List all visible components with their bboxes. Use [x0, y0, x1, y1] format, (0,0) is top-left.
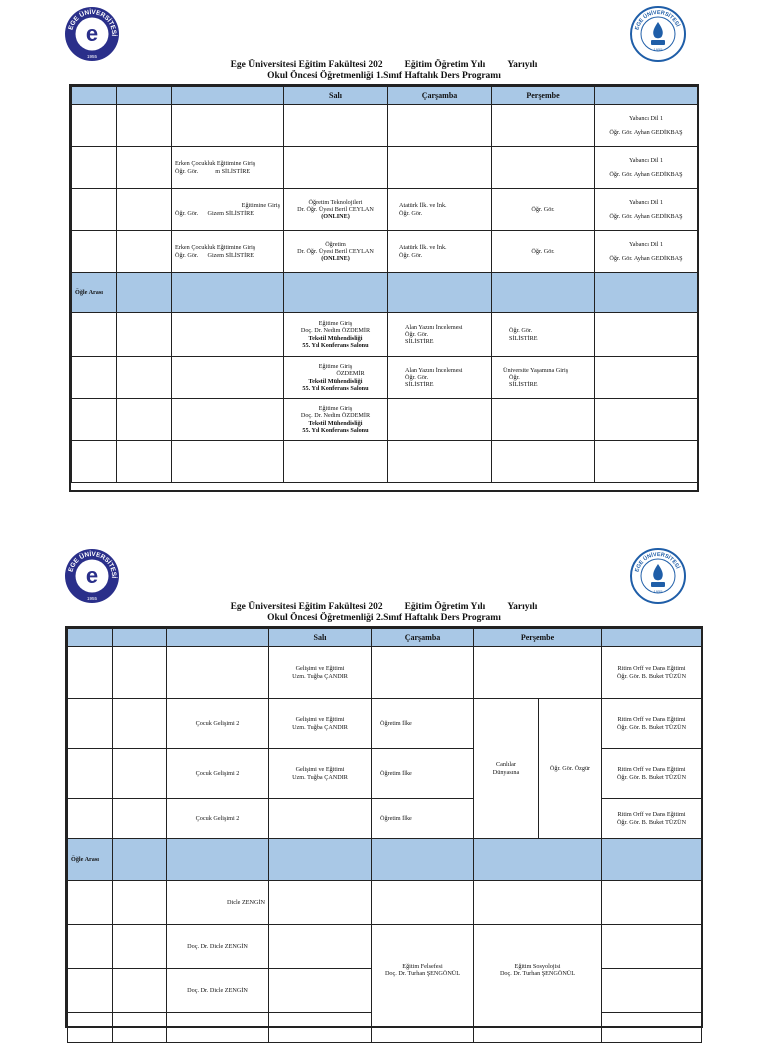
course-cell: Ritim Orff ve Dans Eğitimi Öğr. Gör. B. Buket TÜZÜN: [602, 699, 702, 749]
table-row: [72, 313, 698, 357]
table-header-row: [68, 629, 702, 647]
course-cell: Üniversite Yaşamına Giriş Öğr. SİLİSTİRE: [492, 357, 595, 399]
course-cell: Yabancı Dil 1 Öğr. Gör. Ayhan GEDİKBAŞ: [595, 189, 698, 231]
course-cell: Atatürk İlk. ve İnk. Öğr. Gör.: [388, 231, 492, 273]
course-cell: Yabancı Dil 1 Öğr. Gör. Ayhan GEDİKBAŞ: [595, 231, 698, 273]
table-row: [72, 189, 698, 231]
course-cell: Öğr. Gör.: [492, 189, 595, 231]
course-cell: Doç. Dr. Dicle ZENGİN: [167, 925, 269, 969]
schedule-title-2: Ege Üniversitesi Eğitim Fakültesi 202 Eğitim Öğretim Yılı Yarıyılı: [230, 602, 538, 612]
table-row: [68, 647, 702, 699]
course-cell: Atatürk İlk. ve İnk. Öğr. Gör.: [388, 189, 492, 231]
svg-text:e: e: [85, 563, 99, 588]
course-cell: Yabancı Dil 1 Öğr. Gör. Ayhan GEDİKBAŞ: [595, 105, 698, 147]
svg-text:1955: 1955: [86, 54, 98, 59]
ege-university-seal-right: [630, 6, 686, 62]
course-cell: Ritim Orff ve Dans Eğitimi Öğr. Gör. B. Buket TÜZÜN: [602, 647, 702, 699]
course-cell: Ritim Orff ve Dans Eğitimi Öğr. Gör. B. Buket TÜZÜN: [602, 749, 702, 799]
table-row: [72, 357, 698, 399]
course-cell: Eğitime Giriş Doç. Dr. Nedim ÖZDEMİR Tekstil Mühendisliği 55. Yıl Konferans Salonu: [284, 399, 388, 441]
ege-university-logo-left: [64, 6, 120, 62]
lunch-break-row: [68, 839, 702, 881]
course-cell: Gelişimi ve Eğitimi Uzm. Tuğba ÇANDIR: [269, 647, 372, 699]
course-cell: Eğitim Felsefesi Doç. Dr. Turhan ŞENGÖNÜL: [372, 925, 474, 1043]
course-cell: Öğretim Dr. Öğr. Üyesi Beril CEYLAN (ONLINE): [284, 231, 388, 273]
course-cell: Çocuk Gelişimi 2: [167, 799, 269, 839]
table-row: [68, 881, 702, 925]
header-persembe: Perşembe: [474, 629, 602, 647]
schedule-subtitle-2: Okul Öncesi Öğretmenliği 2.Sınıf Haftalık Ders Programı: [267, 613, 501, 623]
svg-text:EGE ÜNİVERSİTESİ: EGE ÜNİVERSİTESİ: [634, 551, 681, 573]
course-cell: Alan Yazını İncelemesi Öğr. Gör. SİLİSTİRE: [388, 313, 492, 357]
course-cell: Eğitimine Giriş Öğr. Gör. Gizem SİLİSTİRE: [172, 189, 284, 231]
course-cell: Erken Çocukluk Eğitimine Giriş Öğr. Gör. Gizem SİLİSTİRE: [172, 231, 284, 273]
schedule-title-1: Ege Üniversitesi Eğitim Fakültesi 202 Eğitim Öğretim Yılı Yarıyılı: [230, 60, 538, 70]
svg-text:1955: 1955: [86, 596, 98, 601]
svg-text:1955: 1955: [653, 47, 663, 52]
header-sali: Salı: [269, 629, 372, 647]
ege-university-logo-left: [64, 548, 120, 604]
schedule-subtitle-1: Okul Öncesi Öğretmenliği 1.Sınıf Haftalık Ders Programı: [267, 71, 501, 81]
course-cell: Eğitim Sosyolojisi Doç. Dr. Turhan ŞENGÖNÜL: [474, 925, 602, 1043]
table-row: [72, 441, 698, 483]
lunch-label: Öğle Arası: [68, 839, 113, 881]
course-cell: Öğretim İlke: [372, 699, 474, 749]
course-cell: Öğr. Gör.: [492, 231, 595, 273]
course-cell: Öğr. Gör. SİLİSTİRE: [492, 313, 595, 357]
ege-university-seal-right: [630, 548, 686, 604]
lunch-break-row: [72, 273, 698, 313]
course-cell: Dicle ZENGİN: [167, 881, 269, 925]
schedule-table-2: [67, 628, 702, 1043]
course-cell: Öğretim İlke: [372, 799, 474, 839]
course-cell: Gelişimi ve Eğitimi Uzm. Tuğba ÇANDIR: [269, 699, 372, 749]
header-carsamba: Çarşamba: [372, 629, 474, 647]
lunch-label: Öğle Arası: [72, 273, 117, 313]
header-sali: Salı: [284, 87, 388, 105]
svg-text:e: e: [85, 21, 99, 46]
course-cell: Öğretim Teknolojileri Dr. Öğr. Üyesi Beril CEYLAN (ONLINE): [284, 189, 388, 231]
course-cell: Öğr. Gör. Özgür: [539, 699, 602, 839]
table-row: [72, 147, 698, 189]
svg-text:EGE ÜNİVERSİTESİ: EGE ÜNİVERSİTESİ: [67, 550, 118, 579]
course-cell: Ritim Orff ve Dans Eğitimi Öğr. Gör. B. Buket TÜZÜN: [602, 799, 702, 839]
header-carsamba: Çarşamba: [388, 87, 492, 105]
table-row: [72, 105, 698, 147]
course-cell: Öğretim İlke: [372, 749, 474, 799]
svg-text:EGE ÜNİVERSİTESİ: EGE ÜNİVERSİTESİ: [634, 9, 681, 31]
schedule-table-1: [71, 86, 698, 483]
table-row: [68, 925, 702, 969]
table-row: [72, 399, 698, 441]
header-persembe: Perşembe: [492, 87, 595, 105]
course-cell: Eğitime Giriş Doç. Dr. Nedim ÖZDEMİR Tekstil Mühendisliği 55. Yıl Konferans Salonu: [284, 313, 388, 357]
course-cell: Canlılar Dünyasına: [474, 699, 539, 839]
course-cell: Erken Çocukluk Eğitimine Giriş Öğr. Gör. m SİLİSTİRE: [172, 147, 284, 189]
svg-text:EGE ÜNİVERSİTESİ: EGE ÜNİVERSİTESİ: [67, 8, 118, 37]
course-cell: Doç. Dr. Dicle ZENGİN: [167, 969, 269, 1013]
course-cell: Çocuk Gelişimi 2: [167, 699, 269, 749]
table-row: [68, 699, 702, 749]
table-header-row: [72, 87, 698, 105]
svg-text:1955: 1955: [653, 589, 663, 594]
table-row: [68, 799, 702, 839]
course-cell: Gelişimi ve Eğitimi Uzm. Tuğba ÇANDIR: [269, 749, 372, 799]
course-cell: Alan Yazını İncelemesi Öğr. Gör. SİLİSTİRE: [388, 357, 492, 399]
course-cell: Yabancı Dil 1 Öğr. Gör. Ayhan GEDİKBAŞ: [595, 147, 698, 189]
table-row: [68, 749, 702, 799]
course-cell: Çocuk Gelişimi 2: [167, 749, 269, 799]
course-cell: Eğitime Giriş ÖZDEMİR Tekstil Mühendisliği 55. Yıl Konferans Salonu: [284, 357, 388, 399]
table-row: [72, 231, 698, 273]
